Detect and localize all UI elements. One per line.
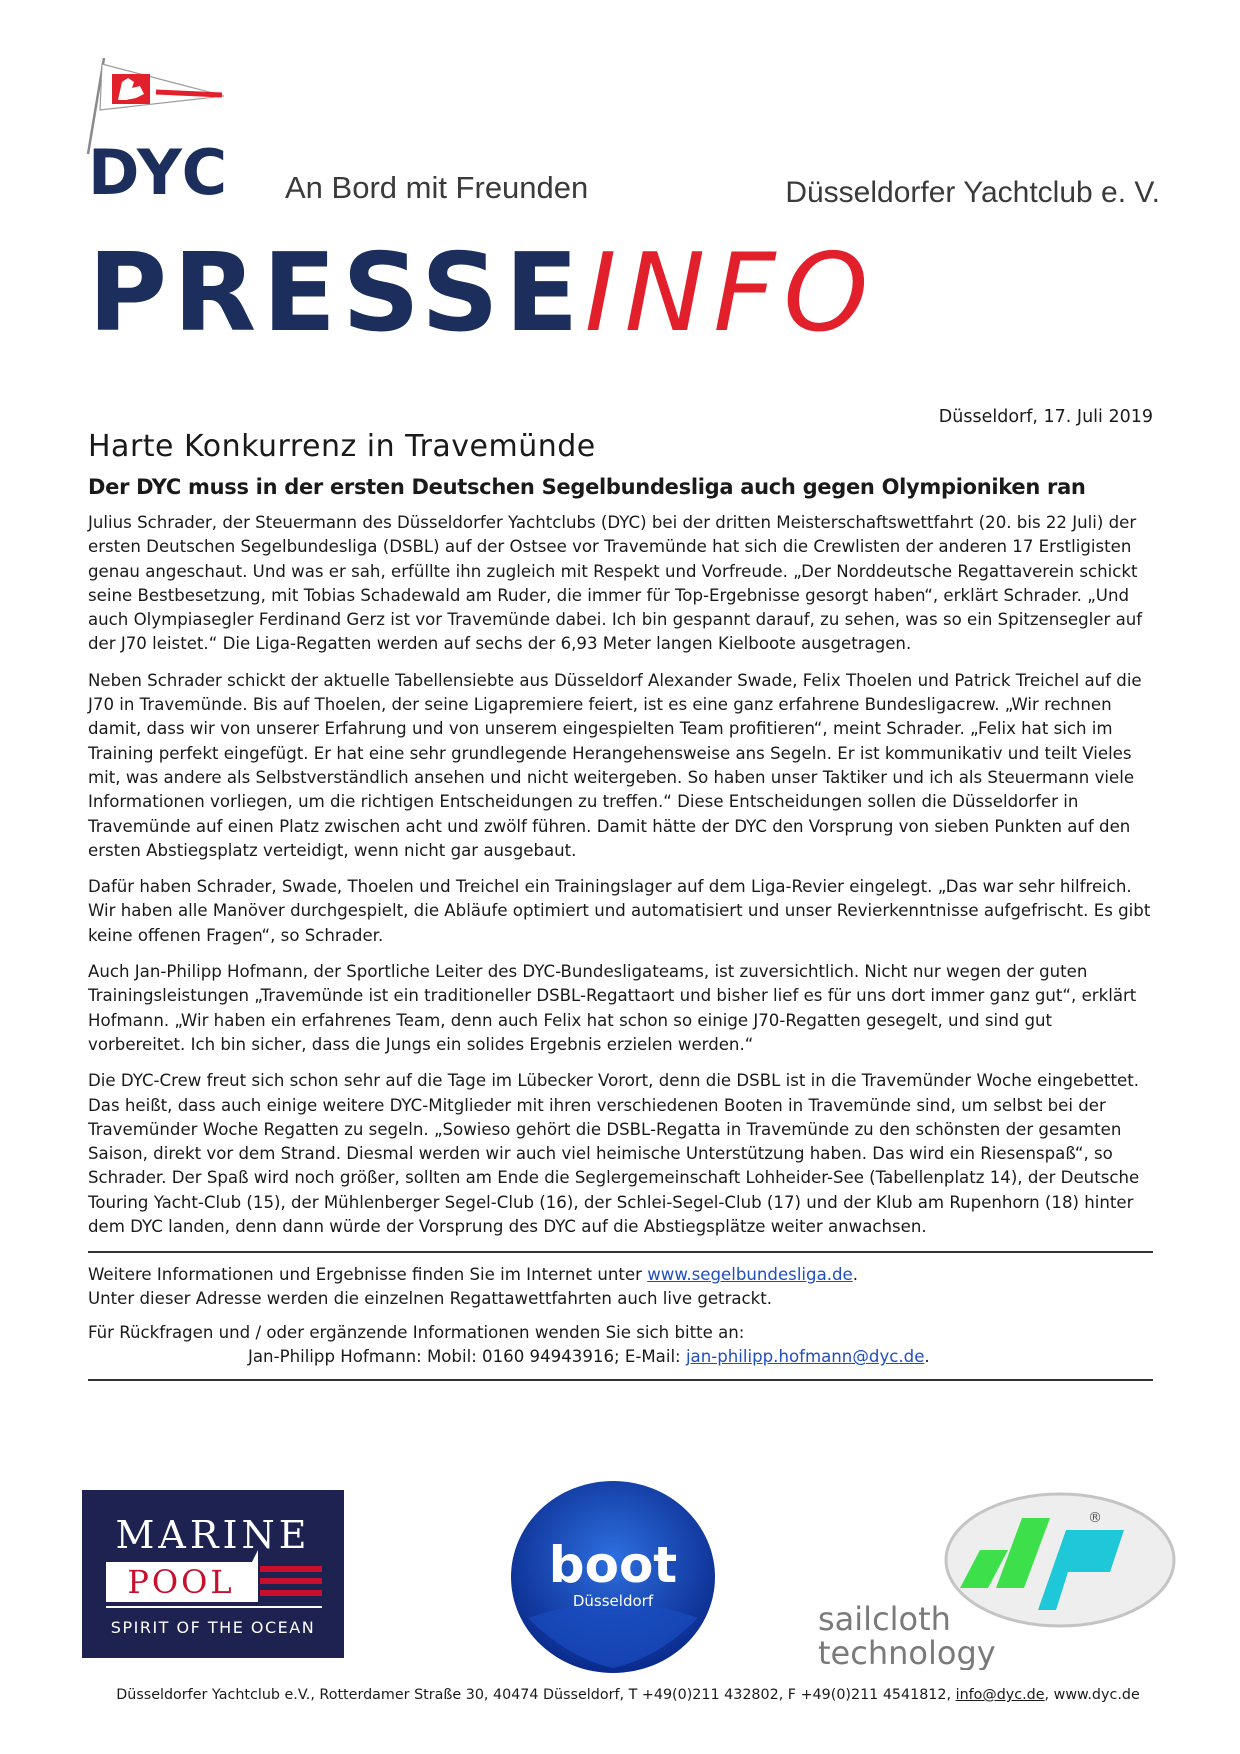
dp-sailcloth-logo: [810, 1490, 1180, 1670]
technology-text: technology: [818, 1634, 996, 1670]
paragraph: Auch Jan-Philipp Hofmann, der Sportliche Leiter des DYC-Bundesligateams, ist zuversichtlich. Nicht nur wegen der guten Trainingsleistungen „Travemünde ist ein traditioneller DSBL-Regattaort und bisher lief es für uns dort immer ganz gut“, erklärt Hofmann. „Wir haben ein erfahrenes Team, denn auch Felix hat schon so einige J70-Regatten gesegelt, und sind gut vorbereitet. Ich bin sicher, dass die Jungs ein solides Ergebnis erzielen werden.“: [88, 962, 1137, 1054]
segelbundesliga-link[interactable]: www.segelbundesliga.de: [647, 1265, 853, 1285]
club-name: Düsseldorfer Yachtclub e. V.: [785, 176, 1160, 209]
article-date: Düsseldorf, 17. Juli 2019: [938, 407, 1153, 427]
marine-slogan: SPIRIT OF THE OCEAN: [110, 1618, 316, 1637]
marine-text: MARINE: [115, 1513, 311, 1557]
boot-text: boot: [548, 1536, 678, 1594]
footer-address: [88, 1687, 1168, 1703]
contact-text: Jan-Philipp Hofmann: Mobil: 0160 94943916; E-Mail:: [248, 1347, 686, 1367]
boot-duesseldorf-logo: [508, 1478, 718, 1676]
marine-pool-logo: [82, 1490, 344, 1658]
headline: Harte Konkurrenz in Travemünde: [88, 429, 596, 464]
paragraph: Neben Schrader schickt der aktuelle Tabellensiebte aus Düsseldorf Alexander Swade, Felix Thoelen und Patrick Treichel auf die J70 in Travemünde. Bis auf Thoelen, der seine Ligapremiere feiert, ist es eine ganz erfahrene Bundesligacrew. „Wir rechnen damit, dass wir von unserer Erfahrung und von unserem eingespielten Team profitieren“, meint Schrader. „Felix hat sich im Training perfekt eingefügt. Er hat eine sehr grundlegende Herangehensweise ans Segeln. Er ist kommunikativ und teilt Vieles mit, was andere als Selbstverständlich ansehen und nicht weitergeben. So haben unser Taktiker und ich als Steuermann viele Informationen vorliegen, um die richtigen Entscheidungen zu treffen.“ Diese Entscheidungen sollen die Düsseldorfer in Travemünde auf einen Platz zwischen acht und zwölf führen. Damit hätte der DYC den Vorsprung von sieben Punkten auf den ersten Abstiegsplatz verteidigt, wenn nicht gar ausgebaut.: [88, 670, 1142, 860]
tagline: An Bord mit Freunden: [285, 170, 589, 205]
info-text: .: [852, 1265, 859, 1285]
presseinfo-title: [88, 231, 877, 356]
contact-intro: Für Rückfragen und / oder ergänzende Informationen wenden Sie sich bitte an:: [88, 1323, 745, 1343]
title-info: INFO: [584, 231, 877, 356]
footer-text: Düsseldorfer Yachtclub e.V., Rotterdamer Straße 30, 40474 Düsseldorf, T +49(0)211 432802, F +49(0)211 4541812,: [116, 1687, 956, 1703]
registered-mark: ®: [1088, 1510, 1102, 1526]
dyc-logo: DYC: [88, 136, 230, 209]
boot-city: Düsseldorf: [572, 1592, 654, 1610]
title-presse: PRESSE: [88, 231, 585, 356]
divider: [88, 1251, 1153, 1253]
divider: [88, 1379, 1153, 1381]
paragraph: Die DYC-Crew freut sich schon sehr auf die Tage im Lübecker Vorort, denn die DSBL ist in die Travemünder Woche eingebettet. Das heißt, dass auch einige weitere DYC-Mitglieder mit ihren verschiedenen Booten in Travemünde sind, um selbst bei der Travemünder Woche Regatten zu segeln. „Sowieso gehört die DSBL-Regatta in Travemünde zu den schönsten der gesamten Saison, direkt vor dem Strand. Diesmal werden wir auch viel heimische Unterstützung haben. Das wird ein Riesenspaß“, so Schrader. Der Spaß wird noch größer, sollten am Ende die Seglergemeinschaft Lohheider-See (Tabellenplatz 14), der Deutsche Touring Yacht-Club (15), der Mühlenberger Segel-Club (16), der Schlei-Segel-Club (17) und der Klub am Rupenhorn (18) hinter dem DYC landen, denn dann würde der Vorsprung des DYC auf die Abstiegsplätze weiter anwachsen.: [88, 1071, 1140, 1237]
article: [88, 405, 1153, 1381]
subheadline: Der DYC muss in der ersten Deutschen Segelbundesliga auch gegen Olympioniken ran: [88, 475, 1086, 499]
further-info: [88, 1263, 1153, 1311]
info-line-2: Unter dieser Adresse werden die einzelnen Regattawettfahrten auch live getrackt.: [88, 1289, 773, 1309]
pool-text: POOL: [127, 1563, 235, 1601]
footer-text: , www.dyc.de: [1044, 1687, 1140, 1703]
contact-email-link[interactable]: jan-philipp.hofmann@dyc.de: [685, 1347, 925, 1367]
paragraph: Dafür haben Schrader, Swade, Thoelen und Treichel ein Trainingslager auf dem Liga-Revier eingelegt. „Das war sehr hilfreich. Wir haben alle Manöver durchgespielt, die Abläufe optimiert und automatisiert und unser Revierkenntnisse aufgefrischt. Es gibt keine offenen Fragen“, so Schrader.: [88, 877, 1151, 945]
contact-info: [88, 1321, 1153, 1369]
info-line-1: [88, 1263, 1153, 1287]
info-text: Weitere Informationen und Ergebnisse finden Sie im Internet unter: [88, 1265, 648, 1285]
sailcloth-text: sailcloth: [818, 1600, 951, 1638]
contact-details: [88, 1345, 1153, 1369]
contact-text: .: [924, 1347, 930, 1367]
footer-email-link[interactable]: info@dyc.de: [955, 1687, 1045, 1703]
paragraph: Julius Schrader, der Steuermann des Düsseldorfer Yachtclubs (DYC) bei der dritten Meisterschaftswettfahrt (20. bis 22 Juli) der ersten Deutschen Segelbundesliga (DSBL) auf der Ostsee vor Travemünde hat sich die Crewlisten der anderen 17 Erstligisten genau angeschaut. Und was er sah, erfüllte ihn zugleich mit Respekt und Vorfreude. „Der Norddeutsche Regattaverein schickt seine Bestbesetzung, mit Tobias Schadewald am Ruder, die immer für Top-Ergebnisse gesorgt haben“, erklärt Schrader. „Und auch Olympiasegler Ferdinand Gerz ist vor Travemünde dabei. Ich bin gespannt darauf, zu sehen, was so ein Spitzensegler auf der J70 leistet.“ Die Liga-Regatten werden auf sechs der 6,93 Meter langen Kielboote ausgetragen.: [88, 513, 1143, 654]
